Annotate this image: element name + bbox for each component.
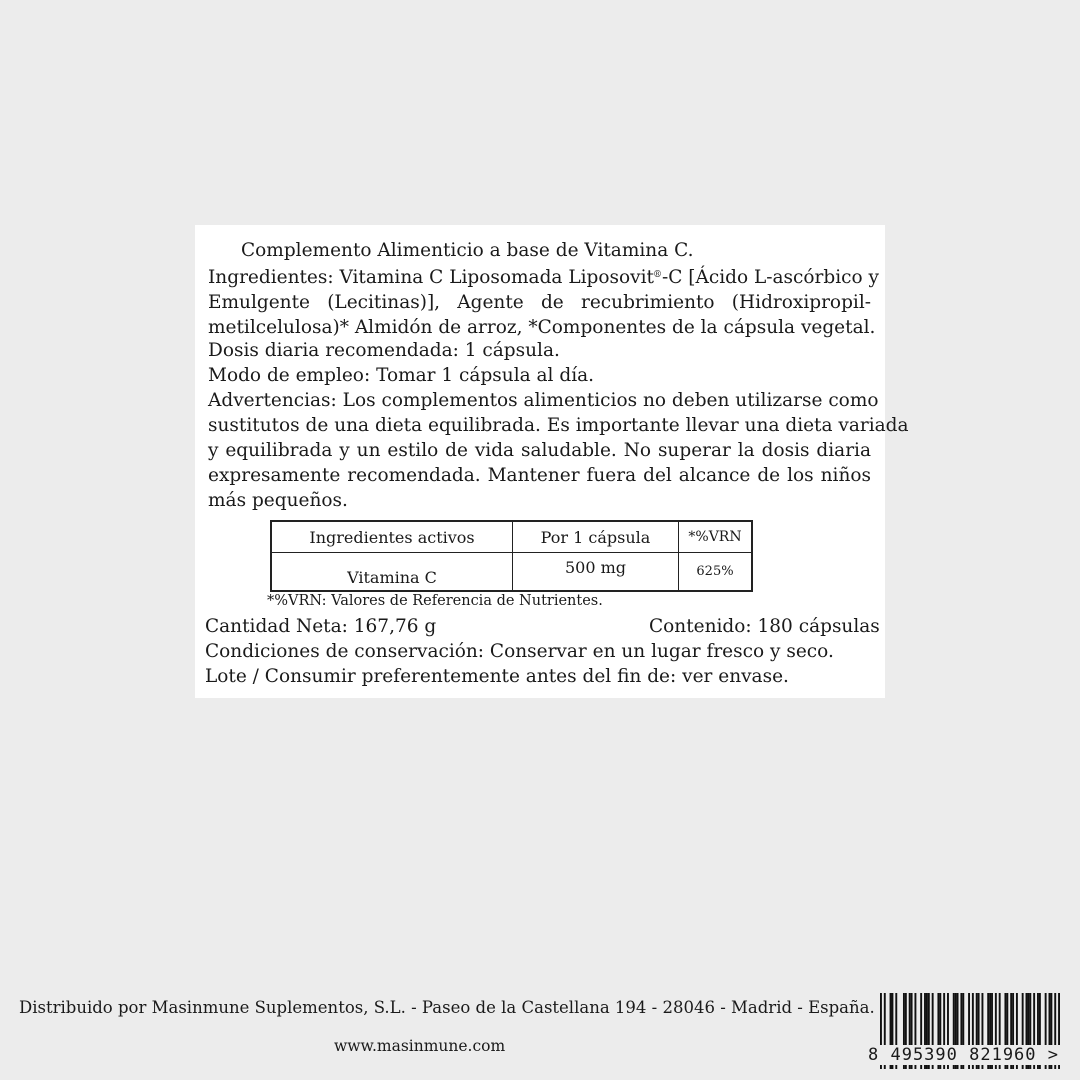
vitamin-table xyxy=(270,520,753,592)
ingredients-line-2: Emulgente (Lecitinas)], Agente de recubrimiento (Hidroxipropil- xyxy=(208,292,871,313)
ingredients-line-3: metilcelulosa)* Almidón de arroz, *Componentes de la cápsula vegetal. xyxy=(208,317,876,338)
table-cell: Vitamina C xyxy=(271,553,513,592)
table-header-cell: Ingredientes activos xyxy=(271,521,513,553)
table-header-row xyxy=(271,521,752,553)
dose-text: Dosis diaria recomendada: 1 cápsula. xyxy=(208,340,560,361)
table-cell: 500 mg xyxy=(513,553,679,592)
storage-text: Condiciones de conservación: Conservar en un lugar fresco y seco. xyxy=(205,641,834,662)
table-header-cell: Por 1 cápsula xyxy=(513,521,679,553)
barcode-digits: 8 495390 821960 > xyxy=(868,1045,1059,1065)
net-quantity: Cantidad Neta: 167,76 g xyxy=(205,616,437,637)
ingredients-block xyxy=(208,263,879,340)
warnings-line-5: más pequeños. xyxy=(208,490,348,511)
table-header-cell: *%VRN xyxy=(679,521,753,553)
usage-text: Modo de empleo: Tomar 1 cápsula al día. xyxy=(208,365,595,386)
warnings-line-1: Advertencias: Los complementos alimenticios no deben utilizarse como xyxy=(208,390,879,411)
warnings-line-4: expresamente recomendada. Mantener fuera del alcance de los niños xyxy=(208,465,871,486)
content-count: Contenido: 180 cápsulas xyxy=(649,616,880,637)
warnings-line-3: y equilibrada y un estilo de vida saludable. No superar la dosis diaria xyxy=(208,440,871,461)
ingredients-line-1: Ingredientes: Vitamina C Liposomada Liposovit®-C [Ácido L-ascórbico y xyxy=(208,267,879,288)
table-cell: 625% xyxy=(679,553,753,592)
label-title: Complemento Alimenticio a base de Vitamina C. xyxy=(241,240,694,261)
table-row xyxy=(271,553,752,592)
distributor-text: Distribuido por Masinmune Suplementos, S.L. - Paseo de la Castellana 194 - 28046 - Madrid - España. xyxy=(19,998,875,1017)
table-note: *%VRN: Valores de Referencia de Nutrientes. xyxy=(267,593,603,609)
website-link[interactable]: www.masinmune.com xyxy=(334,1037,506,1055)
lot-text: Lote / Consumir preferentemente antes del fin de: ver envase. xyxy=(205,666,789,687)
warnings-block xyxy=(208,388,909,513)
product-label xyxy=(195,225,909,698)
warnings-line-2: sustitutos de una dieta equilibrada. Es importante llevar una dieta variada xyxy=(208,415,909,436)
